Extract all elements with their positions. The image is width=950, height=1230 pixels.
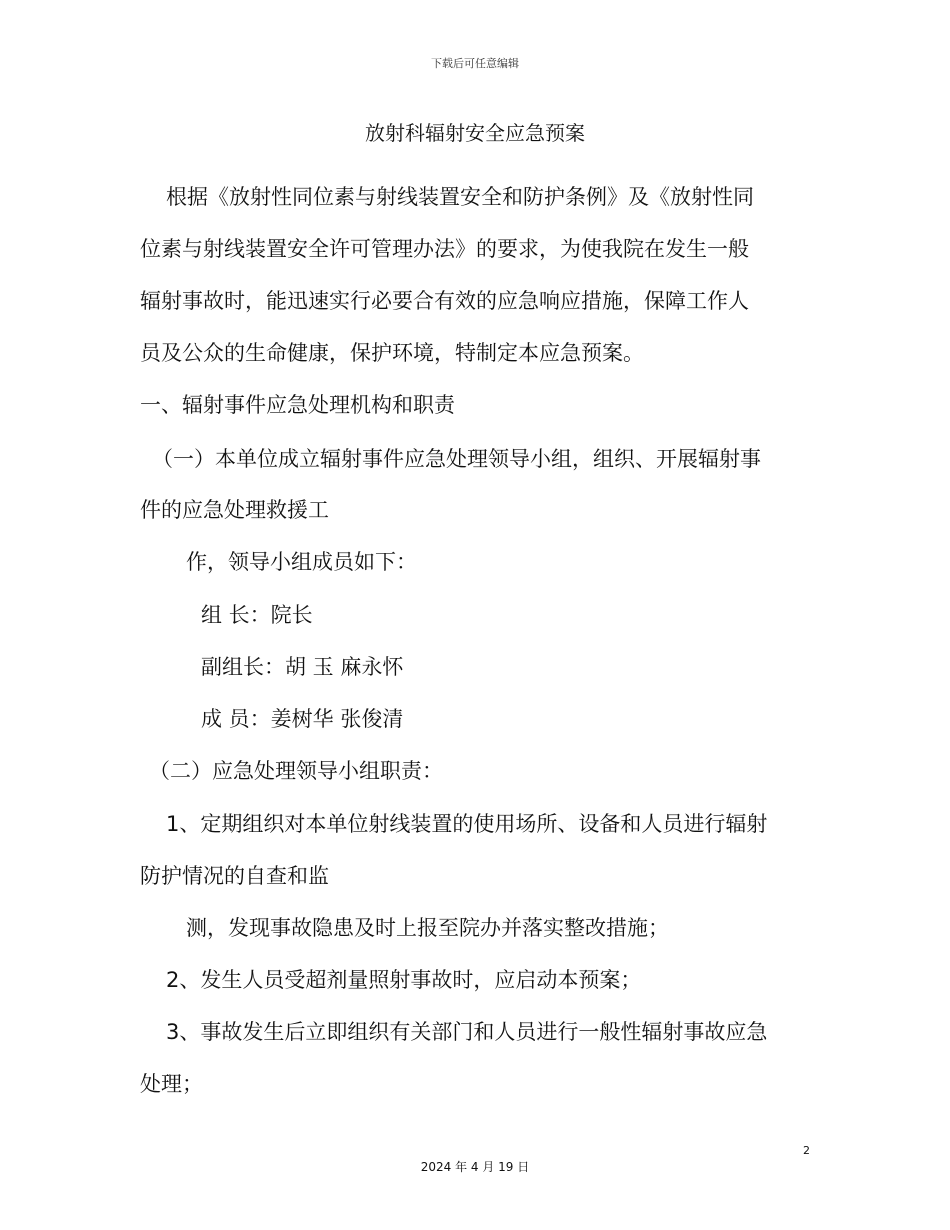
document-title: 放射科辐射安全应急预案 — [365, 121, 585, 145]
footer-date: 2024 年 4 月 19 日 — [420, 1160, 530, 1174]
member-line: 组 长：院长 — [201, 603, 313, 627]
body-line: 作，领导小组成员如下： — [186, 550, 417, 574]
body-line: 件的应急处理救援工 — [140, 498, 329, 522]
body-line: 3、事故发生后立即组织有关部门和人员进行一般性辐射事故应急 — [166, 1020, 768, 1044]
body-line: 防护情况的自查和监 — [140, 864, 329, 888]
body-line: 测，发现事故隐患及时上报至院办并落实整改措施； — [186, 916, 669, 940]
member-line: 副组长：胡 玉 麻永怀 — [201, 655, 404, 679]
section-heading: 一、辐射事件应急处理机构和职责 — [140, 393, 455, 417]
body-line: 1、定期组织对本单位射线装置的使用场所、设备和人员进行辐射 — [166, 812, 768, 836]
member-line: 成 员：姜树华 张俊清 — [201, 707, 404, 731]
body-line: 员及公众的生命健康，保护环境，特制定本应急预案。 — [140, 341, 644, 365]
page-number: 2 — [803, 1144, 810, 1157]
body-line: 辐射事故时，能迅速实行必要合有效的应急响应措施，保障工作人 — [140, 289, 749, 313]
body-line: （一）本单位成立辐射事件应急处理领导小组，组织、开展辐射事 — [152, 447, 761, 471]
body-line: 2、发生人员受超剂量照射事故时，应启动本预案； — [166, 968, 642, 992]
body-line: 位素与射线装置安全许可管理办法》的要求，为使我院在发生一般 — [140, 237, 749, 261]
subsection-heading: （二）应急处理领导小组职责： — [149, 759, 443, 783]
body-line: 根据《放射性同位素与射线装置安全和防护条例》及《放射性同 — [166, 185, 754, 209]
body-line: 处理； — [140, 1072, 203, 1096]
header-note: 下载后可任意编辑 — [431, 57, 519, 70]
